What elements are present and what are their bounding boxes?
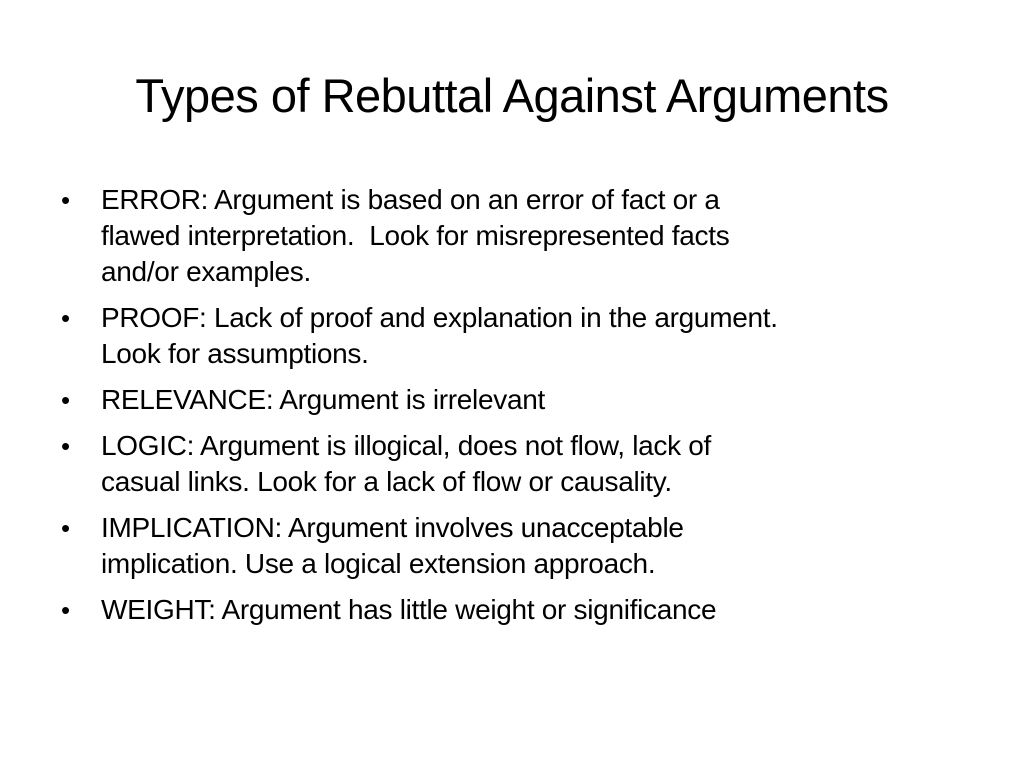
- bullet-item-relevance: [58, 382, 978, 418]
- bullet-text: ERROR: Argument is based on an error of fact or a flawed interpretation. Look for misrepresented facts and/or examples.: [101, 184, 730, 287]
- bullet-item-implication: [58, 510, 978, 582]
- bullet-icon: •: [61, 513, 70, 543]
- bullet-icon: •: [61, 595, 70, 625]
- bullet-text: IMPLICATION: Argument involves unacceptable implication. Use a logical extension approach.: [101, 512, 684, 579]
- bullet-item-weight: [58, 592, 978, 628]
- bullet-icon: •: [61, 185, 70, 215]
- bullet-item-error: [58, 182, 978, 290]
- bullet-text: LOGIC: Argument is illogical, does not flow, lack of casual links. Look for a lack of flow or causality.: [101, 430, 712, 497]
- bullet-text: WEIGHT: Argument has little weight or significance: [101, 594, 717, 625]
- bullet-item-proof: [58, 300, 978, 372]
- slide-title: Types of Rebuttal Against Arguments: [135, 69, 889, 122]
- bullet-item-logic: [58, 428, 978, 500]
- bullet-text: PROOF: Lack of proof and explanation in the argument. Look for assumptions.: [101, 302, 778, 369]
- bullet-icon: •: [61, 385, 70, 415]
- bullet-text: RELEVANCE: Argument is irrelevant: [101, 384, 545, 415]
- bullet-icon: •: [61, 431, 70, 461]
- bullet-icon: •: [61, 303, 70, 333]
- bullet-list: [58, 182, 978, 638]
